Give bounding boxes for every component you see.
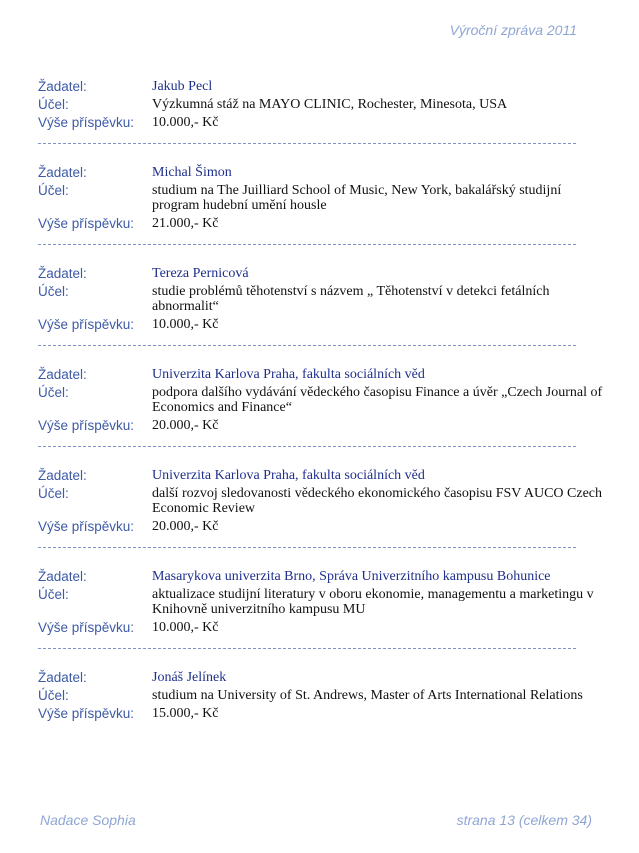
purpose-row-label: Účel:: [38, 183, 69, 198]
amount-row-label: Výše příspěvku:: [38, 620, 135, 635]
amount-row-label: Výše příspěvku:: [38, 519, 135, 534]
purpose-row-value: studie problémů těhotenství s názvem „ Těhotenství v detekci fetálních abnormalit“: [152, 284, 550, 314]
applicant-row-value: Michal Šimon: [152, 165, 232, 180]
applicant-row: [38, 165, 603, 180]
amount-row: [38, 706, 603, 721]
amount-row: [38, 519, 603, 534]
applicant-row-value: Jakub Pecl: [152, 79, 213, 94]
amount-row-value: 21.000,- Kč: [152, 216, 219, 231]
applicant-row-value: Tereza Pernicová: [152, 266, 249, 281]
entry-separator: [38, 432, 576, 447]
purpose-row-label: Účel:: [38, 385, 69, 400]
applicant-row-label: Žadatel:: [38, 165, 87, 180]
purpose-row: [38, 385, 603, 415]
applicant-row-label: Žadatel:: [38, 670, 87, 685]
purpose-row-label: Účel:: [38, 587, 69, 602]
purpose-row-value: aktualizace studijní literatury v oboru ekonomie, managementu a marketingu v Knihovně univerzitního kampusu MU: [152, 587, 594, 617]
grant-entry: [38, 165, 603, 252]
footer-page-number: strana 13 (celkem 34): [456, 812, 592, 828]
entry-separator: [38, 634, 576, 649]
applicant-row: [38, 79, 603, 94]
purpose-row-value: studium na University of St. Andrews, Master of Arts International Relations: [152, 688, 583, 703]
amount-row: [38, 115, 603, 130]
purpose-row-label: Účel:: [38, 486, 69, 501]
grant-entry: [38, 367, 603, 454]
amount-row-value: 10.000,- Kč: [152, 620, 219, 635]
purpose-row: [38, 486, 603, 516]
applicant-row-value: Univerzita Karlova Praha, fakulta sociálních věd: [152, 367, 425, 382]
purpose-row: [38, 183, 603, 213]
grant-entry: [38, 79, 603, 151]
applicant-row: [38, 367, 603, 382]
purpose-row-value: podpora dalšího vydávání vědeckého časopisu Finance a úvěr „Czech Journal of Economics and Finance“: [152, 385, 603, 415]
grant-entry: [38, 266, 603, 353]
amount-row: [38, 317, 603, 332]
applicant-row: [38, 670, 603, 685]
grant-entry: [38, 468, 603, 555]
purpose-row: [38, 688, 603, 703]
purpose-row: [38, 97, 603, 112]
amount-row-label: Výše příspěvku:: [38, 317, 135, 332]
applicant-row: [38, 468, 603, 483]
applicant-row-label: Žadatel:: [38, 79, 87, 94]
entry-separator: [38, 331, 576, 346]
applicant-row-label: Žadatel:: [38, 468, 87, 483]
amount-row: [38, 620, 603, 635]
purpose-row-label: Účel:: [38, 284, 69, 299]
entry-separator: [38, 230, 576, 245]
applicant-row-label: Žadatel:: [38, 367, 87, 382]
purpose-row: [38, 587, 603, 617]
amount-row-value: 20.000,- Kč: [152, 418, 219, 433]
applicant-row-label: Žadatel:: [38, 569, 87, 584]
applicant-row: [38, 266, 603, 281]
page-header-title: Výroční zpráva 2011: [449, 22, 577, 38]
purpose-row-value: další rozvoj sledovanosti vědeckého ekonomického časopisu FSV AUCO Czech Economic Review: [152, 486, 602, 516]
amount-row-label: Výše příspěvku:: [38, 216, 135, 231]
entry-separator: [38, 129, 576, 144]
amount-row-label: Výše příspěvku:: [38, 418, 135, 433]
amount-row-value: 15.000,- Kč: [152, 706, 219, 721]
grant-entry: [38, 569, 603, 656]
amount-row-value: 10.000,- Kč: [152, 115, 219, 130]
purpose-row-value: Výzkumná stáž na MAYO CLINIC, Rochester, Minesota, USA: [152, 97, 508, 112]
purpose-row-value: studium na The Juilliard School of Music, New York, bakalářský studijní program hudební umění housle: [152, 183, 562, 213]
footer-organization: Nadace Sophia: [40, 812, 136, 828]
amount-row-value: 10.000,- Kč: [152, 317, 219, 332]
amount-row-label: Výše příspěvku:: [38, 706, 135, 721]
grant-entries-list: [38, 79, 603, 724]
applicant-row-value: Univerzita Karlova Praha, fakulta sociálních věd: [152, 468, 425, 483]
purpose-row: [38, 284, 603, 314]
amount-row: [38, 418, 603, 433]
amount-row-label: Výše příspěvku:: [38, 115, 135, 130]
amount-row: [38, 216, 603, 231]
applicant-row: [38, 569, 603, 584]
entry-separator: [38, 533, 576, 548]
purpose-row-label: Účel:: [38, 97, 69, 112]
applicant-row-label: Žadatel:: [38, 266, 87, 281]
amount-row-value: 20.000,- Kč: [152, 519, 219, 534]
applicant-row-value: Jonáš Jelínek: [152, 670, 227, 685]
applicant-row-value: Masarykova univerzita Brno, Správa Univerzitního kampusu Bohunice: [152, 569, 551, 584]
purpose-row-label: Účel:: [38, 688, 69, 703]
grant-entry: [38, 670, 603, 721]
